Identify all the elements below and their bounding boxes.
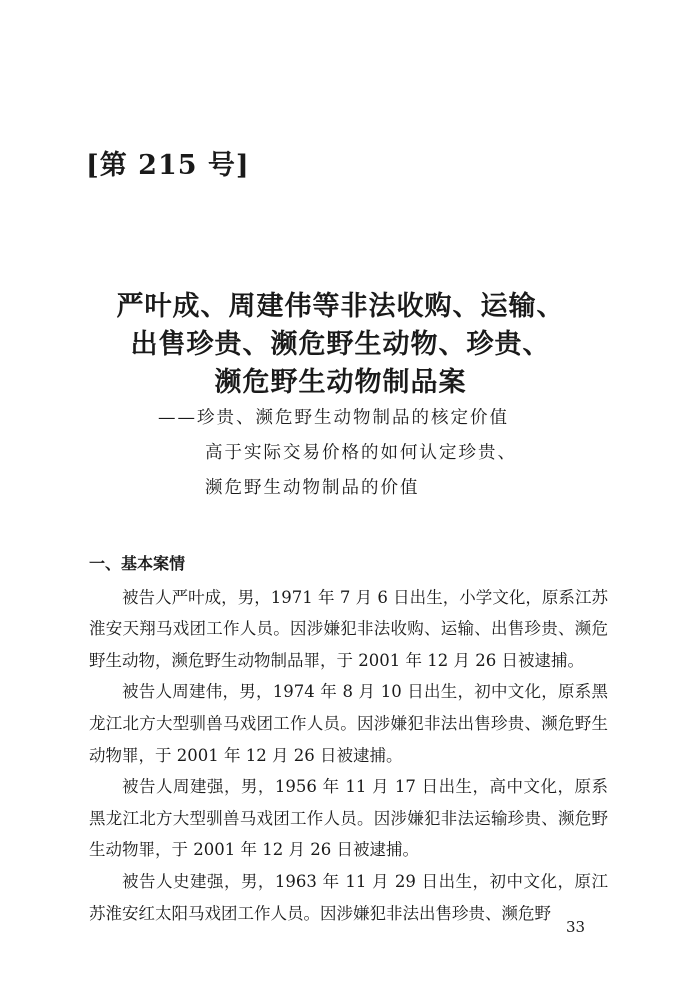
case-title	[0, 288, 681, 402]
paragraph: 被告人严叶成，男，1971 年 7 月 6 日出生，小学文化，原系江苏淮安天翔马戏团工作人员。因涉嫌犯非法收购、运输、出售珍贵、濒危野生动物，濒危野生动物制品罪，于 2001 年 12 月 26 日被逮捕。	[89, 587, 608, 670]
subtitle-line: 濒危野生动物制品的价值	[205, 478, 420, 498]
title-line: 严叶成、周建伟等非法收购、运输、	[116, 291, 565, 322]
subtitle-line: ——珍贵、濒危野生动物制品的核定价值	[158, 408, 509, 428]
title-line: 出售珍贵、濒危野生动物、珍贵、	[130, 329, 551, 360]
subtitle-line: 高于实际交易价格的如何认定珍贵、	[205, 443, 517, 463]
paragraph: 被告人史建强，男，1963 年 11 月 29 日出生，初中文化，原江苏淮安红太阳马戏团工作人员。因涉嫌犯非法出售珍贵、濒危野	[89, 871, 608, 923]
case-body	[89, 548, 608, 929]
page-number: 33	[566, 918, 586, 936]
paragraph: 被告人周建伟，男，1974 年 8 月 10 日出生，初中文化，原系黑龙江北方大型驯兽马戏团工作人员。因涉嫌犯非法出售珍贵、濒危野生动物罪，于 2001 年 12 月 26 日被逮捕。	[89, 682, 608, 765]
paragraph: 被告人周建强，男，1956 年 11 月 17 日出生，高中文化，原系黑龙江北方大型驯兽马戏团工作人员。因涉嫌犯非法运输珍贵、濒危野生动物罪，于 2001 年 12 月 26 日被逮捕。	[89, 777, 608, 860]
section-heading: 一、基本案情	[89, 554, 186, 573]
case-number: [第 215 号]	[86, 150, 250, 181]
title-line: 濒危野生动物制品案	[214, 367, 467, 398]
case-subtitle	[158, 401, 517, 506]
